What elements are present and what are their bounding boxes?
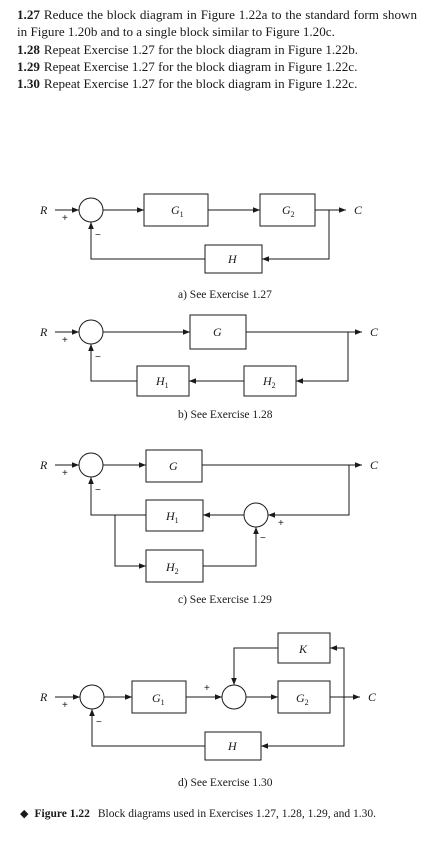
block-h-label: H [228, 739, 237, 753]
block-h2-label: $H_2$ [263, 374, 276, 390]
summing-junction-2 [222, 685, 246, 709]
output-label: C [370, 325, 379, 339]
block-g-label: G [213, 325, 222, 339]
block-h2-label: $H_2$ [166, 560, 179, 576]
plus-sign-2: + [204, 683, 210, 694]
diagram-c-caption: c) See Exercise 1.29 [178, 594, 272, 606]
summing-junction-2 [244, 503, 268, 527]
figure-caption [20, 807, 376, 820]
diagram-c [55, 450, 362, 582]
exercise-text: Reduce the block diagram in Figure 1.22a to the standard form shown in Figure 1.20b and to a single block similar to Figure 1.20c. [17, 7, 417, 40]
minus-sign-2: − [260, 533, 266, 544]
minus-sign: − [95, 485, 101, 496]
diagram-d [55, 633, 360, 760]
exercise-number: 1.30 [17, 76, 40, 92]
diamond-icon: ◆ [20, 808, 29, 820]
block-g2-label: $G_2$ [282, 203, 295, 219]
minus-sign: − [96, 717, 102, 728]
exercise-number: 1.27 [17, 7, 40, 22]
output-label: C [368, 690, 377, 704]
diagram-b [55, 315, 362, 396]
plus-sign: + [62, 335, 68, 346]
minus-sign: − [95, 352, 101, 363]
diagram-d-caption: d) See Exercise 1.30 [178, 777, 273, 789]
exercise-text: Repeat Exercise 1.27 for the block diagram in Figure 1.22b. [43, 41, 359, 57]
exercise-number: 1.28 [17, 41, 40, 57]
summing-junction [79, 198, 103, 222]
input-label: R [40, 458, 48, 472]
block-g1-label: $G_1$ [171, 203, 184, 219]
diagram-a-caption: a) See Exercise 1.27 [178, 289, 272, 301]
block-g1-label: $G_1$ [152, 691, 165, 707]
diagram-b-caption: b) See Exercise 1.28 [178, 409, 273, 421]
block-h1-label: $H_1$ [166, 509, 179, 525]
block-h-label: H [228, 252, 237, 266]
summing-junction [80, 685, 104, 709]
exercise-text: Repeat Exercise 1.27 for the block diagram in Figure 1.22c. [43, 58, 358, 74]
block-g2-label: $G_2$ [296, 691, 309, 707]
plus-sign: + [62, 213, 68, 224]
exercise-number: 1.29 [17, 58, 40, 74]
minus-sign: − [95, 230, 101, 241]
input-label: R [40, 690, 48, 704]
input-label: R [40, 203, 48, 217]
figure-number: Figure 1.22 [34, 808, 90, 820]
plus-sign: + [62, 700, 68, 711]
summing-junction [79, 320, 103, 344]
output-label: C [370, 458, 379, 472]
plus-sign-2: + [278, 518, 284, 529]
plus-sign: + [62, 468, 68, 479]
figure-caption-text: Block diagrams used in Exercises 1.27, 1.28, 1.29, and 1.30. [97, 808, 377, 820]
summing-junction [79, 453, 103, 477]
block-k-label: K [299, 642, 308, 656]
exercise-text: Repeat Exercise 1.27 for the block diagram in Figure 1.22c. [43, 76, 358, 92]
block-h1-label: $H_1$ [156, 374, 169, 390]
output-label: C [354, 203, 363, 217]
input-label: R [40, 325, 48, 339]
block-g-label: G [169, 459, 178, 473]
